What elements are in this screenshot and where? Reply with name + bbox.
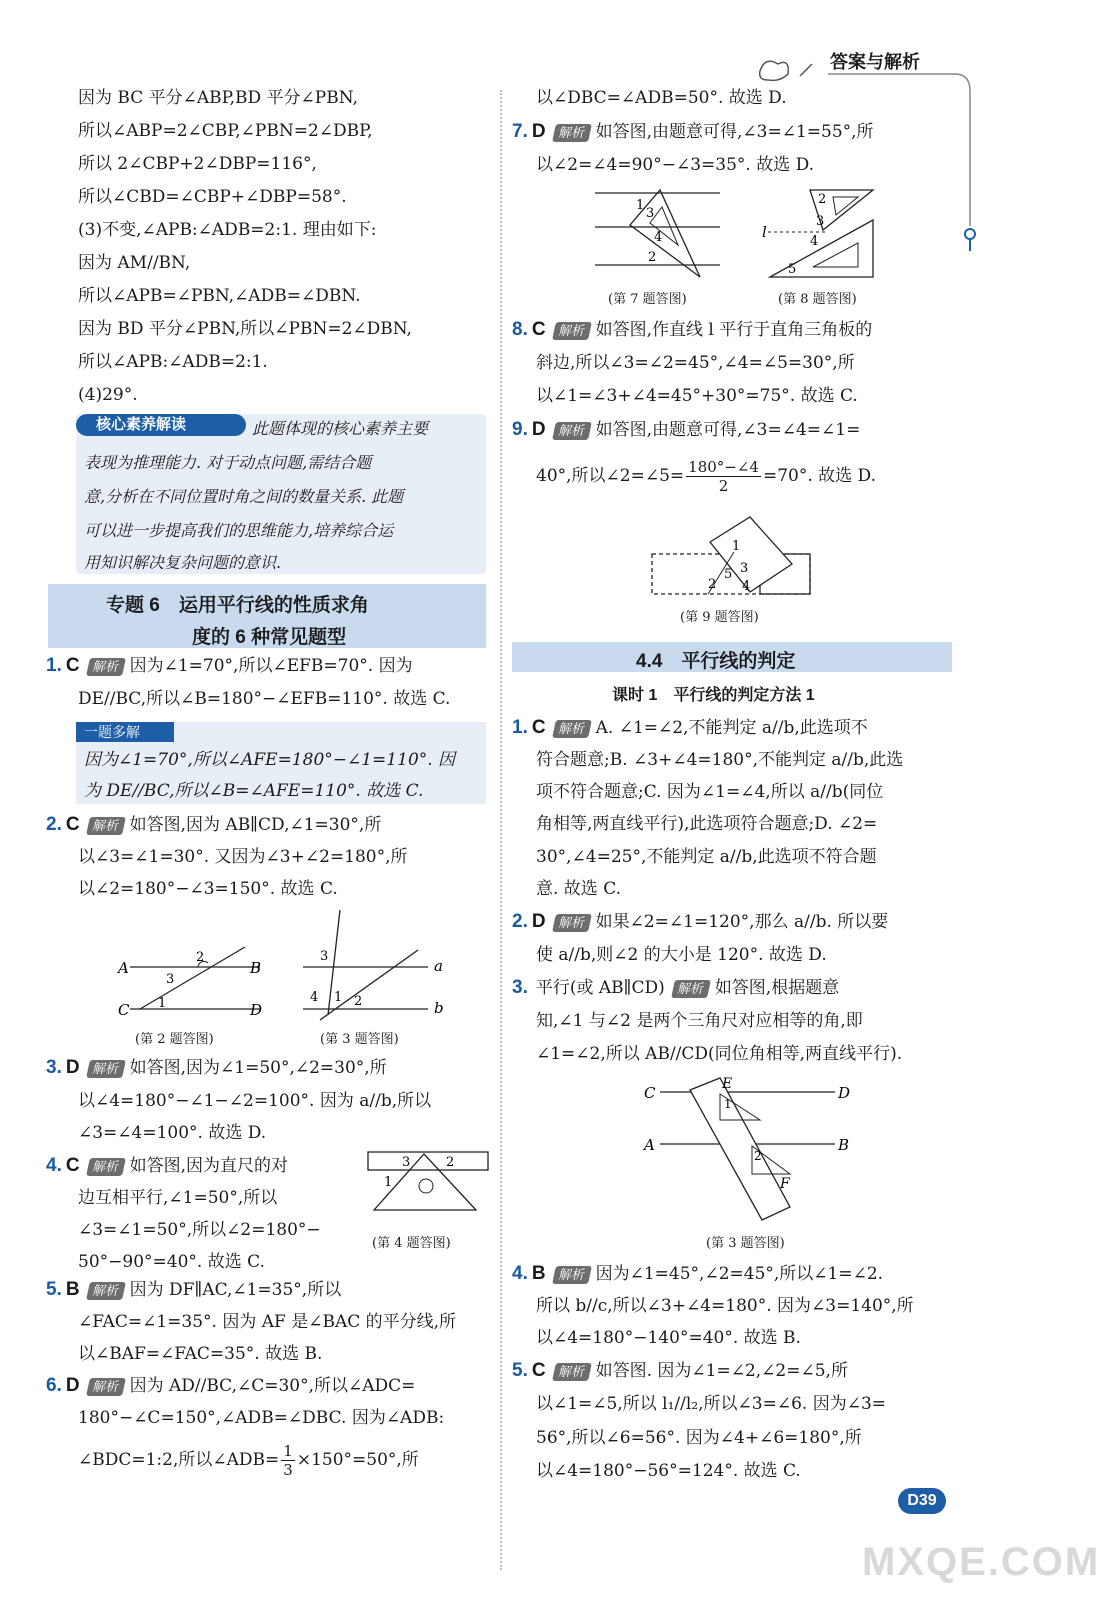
angle-2: 2 xyxy=(446,1155,455,1170)
topic-title-line1: 专题 6 运用平行线的性质求角 xyxy=(106,595,369,616)
text-line: 符合题意;B. ∠3+∠4=180°,不能判定 a//b,此选 xyxy=(536,750,904,770)
answer-letter: C xyxy=(531,1360,546,1381)
column-divider xyxy=(500,90,502,1570)
text-line: 以∠4=180°−140°=40°. 故选 B. xyxy=(536,1328,801,1348)
core-text-line: 此题体现的核心素养主要 xyxy=(252,419,429,438)
text-line-fraction xyxy=(78,1440,419,1480)
question-text: 因为 DF∥AC,∠1=35°,所以 xyxy=(129,1280,342,1300)
analysis-tag: 解析 xyxy=(552,720,592,738)
angle-2: 2 xyxy=(818,192,827,207)
exercise-3 xyxy=(512,976,839,1000)
question-6 xyxy=(46,1374,415,1398)
answer-letter: D xyxy=(531,121,546,142)
question-text: 如答图,由题意可得,∠3=∠4=∠1= xyxy=(595,420,861,440)
text-line: 30°,∠4=25°,不能判定 a//b,此选项不符合题 xyxy=(536,847,877,867)
figure-3-diagram xyxy=(298,905,458,1025)
text-line: 以∠3=∠1=30°. 又因为∠3+∠2=180°,所 xyxy=(78,847,408,867)
question-text: 如答图,作直线 l 平行于直角三角板的 xyxy=(595,320,873,340)
question-7 xyxy=(512,120,874,144)
text-line: 56°,所以∠6=56°. 因为∠4+∠6=180°,所 xyxy=(536,1428,862,1448)
question-number: 8. xyxy=(512,319,528,340)
text-part: =70°. 故选 D. xyxy=(762,466,876,486)
text-line: 以∠4=180°−∠1−∠2=100°. 因为 a//b,所以 xyxy=(78,1091,432,1111)
core-text-line: 表现为推理能力. 对于动点问题,需结合题 xyxy=(84,453,372,472)
label-D: D xyxy=(250,1001,263,1019)
question-number: 4. xyxy=(512,1263,528,1284)
question-text: 因为∠1=45°,∠2=45°,所以∠1=∠2. xyxy=(595,1264,884,1284)
answer-letter: D xyxy=(531,911,546,932)
answer-letter: D xyxy=(65,1375,80,1396)
text-line: 边互相平行,∠1=50°,所以 xyxy=(78,1188,278,1208)
angle-2: 2 xyxy=(648,250,657,265)
text-line: 以∠2=180°−∠3=150°. 故选 C. xyxy=(78,879,338,899)
text-line: 意. 故选 C. xyxy=(536,879,622,899)
angle-5: 5 xyxy=(724,567,733,582)
analysis-tag: 解析 xyxy=(86,1158,126,1176)
text-line: 所以 2∠CBP+2∠DBP=116°, xyxy=(78,154,317,174)
question-text: 因为∠1=70°,所以∠EFB=70°. 因为 xyxy=(129,656,413,676)
section-title: 4.4 平行线的判定 xyxy=(636,651,796,672)
figure-4-diagram xyxy=(366,1150,491,1220)
analysis-tag: 解析 xyxy=(86,1378,126,1396)
exercise-2 xyxy=(512,910,888,934)
question-9 xyxy=(512,418,860,442)
label-F: F xyxy=(780,1176,790,1192)
question-number: 2. xyxy=(46,814,62,835)
analysis-tag: 解析 xyxy=(552,322,592,340)
question-text: 如答图,因为直尺的对 xyxy=(129,1156,289,1176)
answer-letter: C xyxy=(65,814,80,835)
text-line: (3)不变,∠APB:∠ADB=2:1. 理由如下: xyxy=(78,220,377,240)
angle-4: 4 xyxy=(310,990,319,1005)
text-line: 50°−90°=40°. 故选 C. xyxy=(78,1252,265,1272)
text-line: ∠FAC=∠1=35°. 因为 AF 是∠BAC 的平分线,所 xyxy=(78,1312,457,1332)
figure-8-caption: (第 8 题答图) xyxy=(778,292,857,307)
answer-letter: D xyxy=(531,419,546,440)
text-line: 以∠BAF=∠FAC=35°. 故选 B. xyxy=(78,1344,323,1364)
analysis-tag: 解析 xyxy=(86,817,126,835)
core-text-line: 可以进一步提高我们的思维能力,培养综合运 xyxy=(84,521,394,540)
analysis-tag: 解析 xyxy=(86,658,126,676)
answer-letter: C xyxy=(531,717,546,738)
angle-2: 2 xyxy=(354,994,363,1009)
question-text: 如答图,因为 AB∥CD,∠1=30°,所 xyxy=(129,815,382,835)
figure-9-caption: (第 9 题答图) xyxy=(680,610,759,625)
fraction-numerator: 1 xyxy=(283,1442,293,1460)
text-line: 因为 BC 平分∠ABP,BD 平分∠PBN, xyxy=(78,88,358,108)
angle-4: 4 xyxy=(742,579,751,594)
figure-s3-caption: (第 3 题答图) xyxy=(706,1236,785,1251)
angle-1: 1 xyxy=(158,996,167,1011)
angle-1: 1 xyxy=(724,1097,732,1111)
answer-letter: B xyxy=(65,1279,80,1300)
question-text: 如答图. 因为∠1=∠2,∠2=∠5,所 xyxy=(595,1361,848,1381)
question-number: 2. xyxy=(512,911,528,932)
figure-9-diagram xyxy=(650,512,815,602)
label-a: a xyxy=(434,957,443,975)
label-A: A xyxy=(644,1136,655,1154)
question-2 xyxy=(46,813,381,837)
label-B: B xyxy=(838,1136,850,1154)
answer-letter: D xyxy=(65,1057,80,1078)
watermark-text: MXQE.COM xyxy=(862,1540,1100,1584)
label-A: A xyxy=(118,959,129,977)
text-part: ×150°=50°,所 xyxy=(296,1450,419,1470)
answer-text: 平行(或 AB∥CD) xyxy=(535,978,665,998)
figure-3-caption: (第 3 题答图) xyxy=(320,1032,399,1047)
multi-solution-label: 一题多解 xyxy=(76,722,174,742)
question-number: 5. xyxy=(46,1279,62,1300)
analysis-tag: 解析 xyxy=(552,422,592,440)
question-text: 如答图,根据题意 xyxy=(714,978,840,998)
text-line: 因为 BD 平分∠PBN,所以∠PBN=2∠DBN, xyxy=(78,319,412,339)
text-line: 以∠DBC=∠ADB=50°. 故选 D. xyxy=(536,88,787,108)
angle-2: 2 xyxy=(708,577,717,592)
core-text-line: 意,分析在不同位置时角之间的数量关系. 此题 xyxy=(84,487,404,506)
angle-1: 1 xyxy=(384,1175,393,1190)
figure-4-caption: (第 4 题答图) xyxy=(372,1236,451,1251)
question-number: 1. xyxy=(46,655,62,676)
figure-s3-diagram xyxy=(640,1072,860,1222)
text-line: 所以∠APB:∠ADB=2:1. xyxy=(78,352,268,372)
angle-1: 1 xyxy=(732,539,741,554)
text-line: 为 DE//BC,所以∠B=∠AFE=110°. 故选 C. xyxy=(84,781,424,801)
text-line: 因为∠1=70°,所以∠AFE=180°−∠1=110°. 因 xyxy=(84,750,456,770)
lesson-title: 课时 1 平行线的判定方法 1 xyxy=(612,687,815,704)
fraction xyxy=(281,1442,295,1479)
angle-1: 1 xyxy=(334,990,343,1005)
angle-3: 3 xyxy=(646,206,655,221)
question-text: 如答图,因为∠1=50°,∠2=30°,所 xyxy=(129,1058,387,1078)
answer-letter: C xyxy=(65,655,80,676)
question-5 xyxy=(46,1278,341,1302)
angle-3: 3 xyxy=(402,1155,411,1170)
text-line: 180°−∠C=150°,∠ADB=∠DBC. 因为∠ADB: xyxy=(78,1408,445,1428)
analysis-tag: 解析 xyxy=(552,914,592,932)
core-text-line: 用知识解决复杂问题的意识. xyxy=(84,553,282,572)
angle-3: 3 xyxy=(740,561,749,576)
question-text: 如答图,由题意可得,∠3=∠1=55°,所 xyxy=(595,122,874,142)
question-1 xyxy=(46,654,413,678)
figure-2-caption: (第 2 题答图) xyxy=(135,1032,214,1047)
analysis-tag: 解析 xyxy=(552,124,592,142)
core-literacy-label: 核心素养解读 xyxy=(76,414,246,436)
analysis-tag: 解析 xyxy=(86,1282,126,1300)
page-number-badge: D39 xyxy=(898,1488,946,1514)
page-header-title: 答案与解析 xyxy=(830,52,920,72)
angle-1: 1 xyxy=(636,198,645,213)
fraction xyxy=(686,458,761,495)
analysis-tag: 解析 xyxy=(86,1060,126,1078)
answer-letter: C xyxy=(65,1155,80,1176)
text-line: 因为 AM//BN, xyxy=(78,253,191,273)
text-line: 项不符合题意;C. 因为∠1=∠4,所以 a//b(同位 xyxy=(536,782,884,802)
answer-letter: C xyxy=(531,319,546,340)
angle-5: 5 xyxy=(788,262,797,277)
label-D: D xyxy=(838,1084,851,1102)
question-number: 6. xyxy=(46,1375,62,1396)
text-line: 所以∠ABP=2∠CBP,∠PBN=2∠DBP, xyxy=(78,121,373,141)
text-line: 以∠2=∠4=90°−∠3=35°. 故选 D. xyxy=(536,155,815,175)
analysis-tag: 解析 xyxy=(552,1363,592,1381)
angle-3: 3 xyxy=(166,972,175,987)
label-C: C xyxy=(118,1001,130,1019)
question-number: 7. xyxy=(512,121,528,142)
text-line: 以∠1=∠5,所以 l₁//l₂,所以∠3=∠6. 因为∠3= xyxy=(536,1394,887,1414)
label-C: C xyxy=(644,1084,656,1102)
angle-4: 4 xyxy=(810,234,819,249)
exercise-1 xyxy=(512,716,868,740)
question-number: 1. xyxy=(512,717,528,738)
question-8 xyxy=(512,318,872,342)
figure-7-caption: (第 7 题答图) xyxy=(608,292,687,307)
label-B: B xyxy=(250,959,262,977)
label-E: E xyxy=(722,1076,733,1092)
question-number: 3. xyxy=(46,1057,62,1078)
question-text: 因为 AD//BC,∠C=30°,所以∠ADC= xyxy=(129,1376,416,1396)
text-line: ∠3=∠4=100°. 故选 D. xyxy=(78,1123,267,1143)
angle-2: 2 xyxy=(754,1149,762,1163)
question-number: 3. xyxy=(512,977,528,998)
answer-letter: B xyxy=(531,1263,546,1284)
angle-2: 2 xyxy=(196,950,205,965)
text-line: 所以 b//c,所以∠3+∠4=180°. 因为∠3=140°,所 xyxy=(536,1296,914,1316)
fraction-numerator: 180°−∠4 xyxy=(688,458,759,476)
analysis-tag: 解析 xyxy=(552,1266,592,1284)
fraction-denominator: 3 xyxy=(283,1461,293,1479)
text-line-fraction xyxy=(536,455,876,497)
analysis-tag: 解析 xyxy=(671,980,711,998)
question-4 xyxy=(46,1154,288,1178)
question-number: 5. xyxy=(512,1360,528,1381)
text-line: 以∠1=∠3+∠4=45°+30°=75°. 故选 C. xyxy=(536,386,858,406)
question-3 xyxy=(46,1056,387,1080)
angle-3: 3 xyxy=(320,949,329,964)
fraction-denominator: 2 xyxy=(718,477,729,495)
figure-2-diagram xyxy=(110,935,280,1025)
angle-4: 4 xyxy=(654,230,663,245)
question-text: 如果∠2=∠1=120°,那么 a//b. 所以要 xyxy=(595,912,889,932)
text-line: (4)29°. xyxy=(78,385,138,405)
text-line: ∠1=∠2,所以 AB//CD(同位角相等,两直线平行). xyxy=(536,1044,903,1064)
label-l: l xyxy=(762,223,767,241)
text-line: ∠3=∠1=50°,所以∠2=180°− xyxy=(78,1220,321,1240)
text-line: DE//BC,所以∠B=180°−∠EFB=110°. 故选 C. xyxy=(78,689,451,709)
label-b: b xyxy=(434,999,444,1017)
text-line: 知,∠1 与∠2 是两个三角尺对应相等的角,即 xyxy=(536,1011,863,1031)
question-text: A. ∠1=∠2,不能判定 a//b,此选项不 xyxy=(595,718,868,738)
figure-7-diagram xyxy=(590,185,725,285)
exercise-5 xyxy=(512,1359,848,1383)
text-part: 40°,所以∠2=∠5= xyxy=(536,466,685,486)
figure-8-diagram xyxy=(758,185,883,285)
text-part: ∠BDC=1:2,所以∠ADB= xyxy=(78,1450,280,1470)
exercise-4 xyxy=(512,1262,883,1286)
text-line: 以∠4=180°−56°=124°. 故选 C. xyxy=(536,1461,801,1481)
text-line: 所以∠APB=∠PBN,∠ADB=∠DBN. xyxy=(78,286,361,306)
text-line: 使 a//b,则∠2 的大小是 120°. 故选 D. xyxy=(536,945,827,965)
angle-3: 3 xyxy=(816,214,825,229)
text-line: 角相等,两直线平行),此选项符合题意;D. ∠2= xyxy=(536,814,878,834)
text-line: 斜边,所以∠3=∠2=45°,∠4=∠5=30°,所 xyxy=(536,353,855,373)
text-line: 所以∠CBD=∠CBP+∠DBP=58°. xyxy=(78,187,347,207)
topic-title-line2: 度的 6 种常见题型 xyxy=(192,627,347,648)
question-number: 4. xyxy=(46,1155,62,1176)
question-number: 9. xyxy=(512,419,528,440)
